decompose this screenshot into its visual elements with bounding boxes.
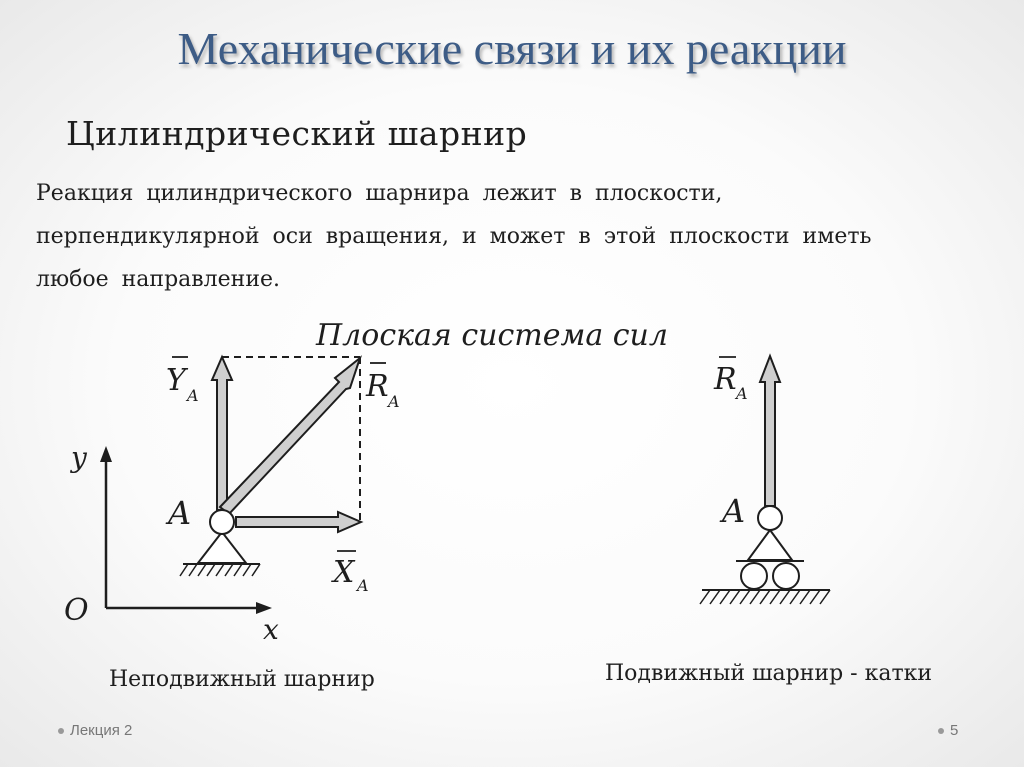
- axis-x-label: x: [263, 613, 279, 646]
- diagram-caption: Плоская система сил: [316, 318, 668, 353]
- label-force-x: [331, 551, 369, 595]
- footer-lecture-label: Лекция 2: [70, 722, 133, 739]
- label-force-r: [365, 363, 400, 411]
- svg-text:A: A: [357, 576, 369, 595]
- force-arrow-x: [236, 512, 361, 532]
- force-arrow-r-movable: [760, 356, 780, 506]
- origin-label: O: [64, 593, 89, 628]
- bullet-dot-icon: [938, 728, 944, 734]
- bullet-dot-icon: [58, 728, 64, 734]
- section-subtitle: Цилиндрический шарнир: [66, 114, 528, 153]
- slide-title: Механические связи и их реакции: [177, 23, 847, 74]
- label-point-a-fixed: A: [168, 494, 192, 532]
- body-line-2: перпендикулярной оси вращения, и может в этой плоскости иметь: [36, 224, 872, 249]
- svg-text:R: R: [366, 369, 389, 404]
- svg-text:A: A: [388, 392, 400, 411]
- label-point-a-movable: A: [722, 492, 746, 530]
- page-number: 5: [950, 722, 959, 739]
- svg-text:A: A: [187, 386, 199, 405]
- force-arrow-r: [220, 358, 360, 514]
- body-line-1: Реакция цилиндрического шарнира лежит в плоскости,: [36, 181, 723, 206]
- movable-hinge-support: [700, 506, 830, 604]
- caption-fixed-hinge: Неподвижный шарнир: [109, 667, 375, 692]
- footer-lecture: [58, 722, 132, 739]
- label-force-r-movable: [713, 357, 748, 403]
- svg-text:Y: Y: [166, 363, 186, 398]
- svg-text:X: X: [333, 555, 355, 590]
- svg-text:R: R: [714, 362, 737, 397]
- caption-movable-hinge: Подвижный шарнир - катки: [605, 661, 933, 686]
- footer-page-number: [938, 722, 958, 739]
- body-line-3: любое направление.: [36, 267, 280, 292]
- label-force-y: [166, 357, 199, 405]
- axis-y-label: y: [71, 441, 87, 474]
- svg-text:A: A: [736, 384, 748, 403]
- force-arrow-y: [212, 357, 232, 510]
